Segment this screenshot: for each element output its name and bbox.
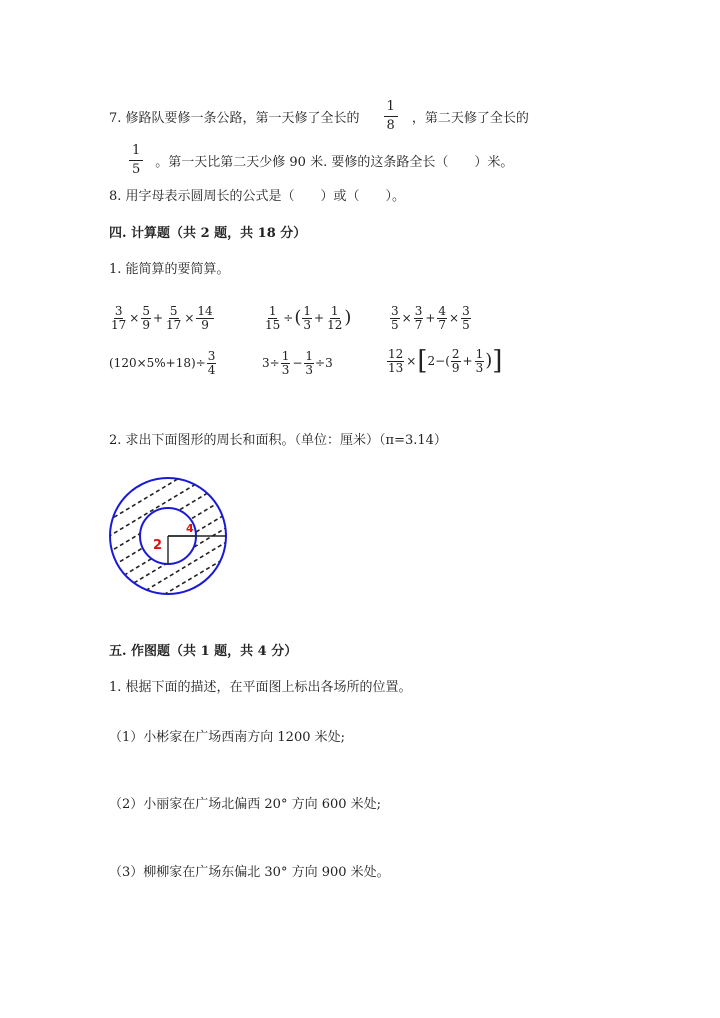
q7-line1 <box>109 100 529 132</box>
expr6-frac1-den: 13 <box>388 360 404 375</box>
expr2-frac2-den: 3 <box>303 317 312 332</box>
expr6-frac2-num: 2 <box>451 347 460 361</box>
expr1-frac4 <box>196 305 213 331</box>
expr3-frac1-den: 5 <box>391 317 399 332</box>
q7-fraction-one-fifth <box>129 144 143 176</box>
section5-item-3: （3）柳柳家在广场东偏北 30° 方向 900 米处。 <box>109 865 390 880</box>
expr2-frac2 <box>302 305 312 331</box>
expr6-op2: + <box>462 354 473 369</box>
expr3-frac2-den: 7 <box>414 317 423 332</box>
expression-1 <box>109 305 215 331</box>
expr5-frac2-den: 3 <box>305 362 314 377</box>
section4-title: 四. 计算题（共 2 题，共 18 分） <box>109 226 307 241</box>
expr5-frac2-num: 1 <box>305 349 314 363</box>
expr1-frac4-num: 14 <box>197 304 213 318</box>
expr2-op1: ÷ <box>283 311 294 326</box>
expr2-op2: + <box>314 311 325 326</box>
expr3-frac4-num: 3 <box>462 304 470 318</box>
expr5-suffix: ÷3 <box>315 356 333 371</box>
q8-text: 8. 用字母表示圆周长的公式是（ ）或（ ）。 <box>109 189 406 204</box>
section5-q1-title: 1. 根据下面的描述，在平面图上标出各场所的位置。 <box>109 680 412 695</box>
expr2-frac1-den: 15 <box>265 317 281 332</box>
q7-frac2-numerator: 1 <box>129 144 143 161</box>
q7-frac2-denominator: 5 <box>132 161 141 177</box>
expr2-frac2-num: 1 <box>303 304 312 318</box>
expr5-frac1-den: 3 <box>281 362 290 377</box>
expr6-frac2-den: 9 <box>451 360 460 375</box>
expr1-frac1 <box>110 305 127 331</box>
q7-frac1-numerator: 1 <box>384 100 398 117</box>
expr5-frac1 <box>281 350 291 376</box>
outer-radius-label: 4 <box>186 522 194 535</box>
expression-6 <box>386 346 503 377</box>
expr3-frac4-den: 5 <box>462 317 470 332</box>
expr1-frac1-num: 3 <box>114 304 123 318</box>
expr6-right-paren: ) <box>485 350 493 372</box>
expr1-frac3 <box>165 305 182 331</box>
q7-line2 <box>128 144 513 176</box>
q7-frac1-denominator: 8 <box>386 117 395 133</box>
expr4-prefix: (120×5%+18)÷ <box>109 356 206 371</box>
section5-item-2: （2）小丽家在广场北偏西 20° 方向 600 米处; <box>109 797 382 812</box>
q7-text-part1: 7. 修路队要修一条公路，第一天修了全长的 <box>109 110 360 126</box>
expr3-op1: × <box>401 311 412 326</box>
expr1-op1: × <box>129 311 140 326</box>
expr5-frac1-num: 1 <box>281 349 290 363</box>
expr4-frac1-den: 4 <box>207 362 216 377</box>
expr1-op3: × <box>184 311 195 326</box>
expression-4 <box>109 350 217 376</box>
expr3-frac1-num: 3 <box>391 304 399 318</box>
expression-5 <box>262 350 333 376</box>
expr5-frac2 <box>304 350 314 376</box>
expr3-frac3-num: 4 <box>438 304 447 318</box>
expr1-frac3-num: 5 <box>169 304 178 318</box>
expr3-op2: + <box>425 311 436 326</box>
expr3-op3: × <box>449 311 460 326</box>
expr2-left-paren: ( <box>294 307 302 329</box>
expr3-frac2-num: 3 <box>414 304 423 318</box>
expr4-frac1 <box>207 350 217 376</box>
expr6-op1: × <box>406 354 417 369</box>
expr3-frac3 <box>437 305 447 331</box>
expr1-frac1-den: 17 <box>111 317 127 332</box>
expr3-frac3-den: 7 <box>438 317 447 332</box>
expr1-op2: + <box>152 311 164 326</box>
expr6-frac1 <box>387 348 404 374</box>
q7-text-part2: ，第二天修了全长的 <box>411 110 529 126</box>
section5-item-1: （1）小彬家在广场西南方向 1200 米处; <box>109 730 345 745</box>
expr6-frac3-den: 3 <box>475 360 484 375</box>
expr6-frac3 <box>475 348 485 374</box>
expr6-frac1-num: 12 <box>388 347 404 361</box>
expr2-frac3-num: 1 <box>330 304 339 318</box>
expr1-frac4-den: 9 <box>201 317 209 332</box>
expr6-mid: 2−( <box>427 354 450 369</box>
expr1-frac3-den: 17 <box>166 317 182 332</box>
expr6-right-bracket: ] <box>492 346 503 377</box>
expr2-frac1 <box>264 305 281 331</box>
expr6-frac2 <box>451 348 461 374</box>
q7-text-part3: 。第一天比第二天少修 90 米. 要修的这条路全长（ ）米。 <box>155 154 514 170</box>
expression-3 <box>389 305 472 331</box>
expr1-frac2-den: 9 <box>142 317 150 332</box>
expr5-prefix: 3÷ <box>262 356 280 371</box>
expr6-left-bracket: [ <box>417 346 428 377</box>
section4-q1-title: 1. 能简算的要简算。 <box>109 262 230 277</box>
expr2-frac3 <box>326 305 343 331</box>
expr2-frac1-num: 1 <box>268 304 277 318</box>
expr5-op1: − <box>292 356 303 371</box>
expr2-right-paren: ) <box>344 307 352 329</box>
inner-radius-label: 2 <box>153 538 163 553</box>
expression-2 <box>263 305 351 331</box>
expr3-frac1 <box>390 305 400 331</box>
expr1-frac2 <box>141 305 151 331</box>
expr3-frac4 <box>461 305 471 331</box>
section4-q2-title: 2. 求出下面图形的周长和面积。（单位：厘米）（π=3.14） <box>109 433 447 448</box>
expr6-frac3-num: 1 <box>475 347 484 361</box>
q7-fraction-one-eighth <box>384 100 398 132</box>
annulus-figure <box>106 474 230 598</box>
section5-title: 五. 作图题（共 1 题，共 4 分） <box>109 644 298 659</box>
expr3-frac2 <box>414 305 424 331</box>
expr4-frac1-num: 3 <box>207 349 216 363</box>
expr2-frac3-den: 12 <box>327 317 343 332</box>
expr1-frac2-num: 5 <box>142 304 150 318</box>
